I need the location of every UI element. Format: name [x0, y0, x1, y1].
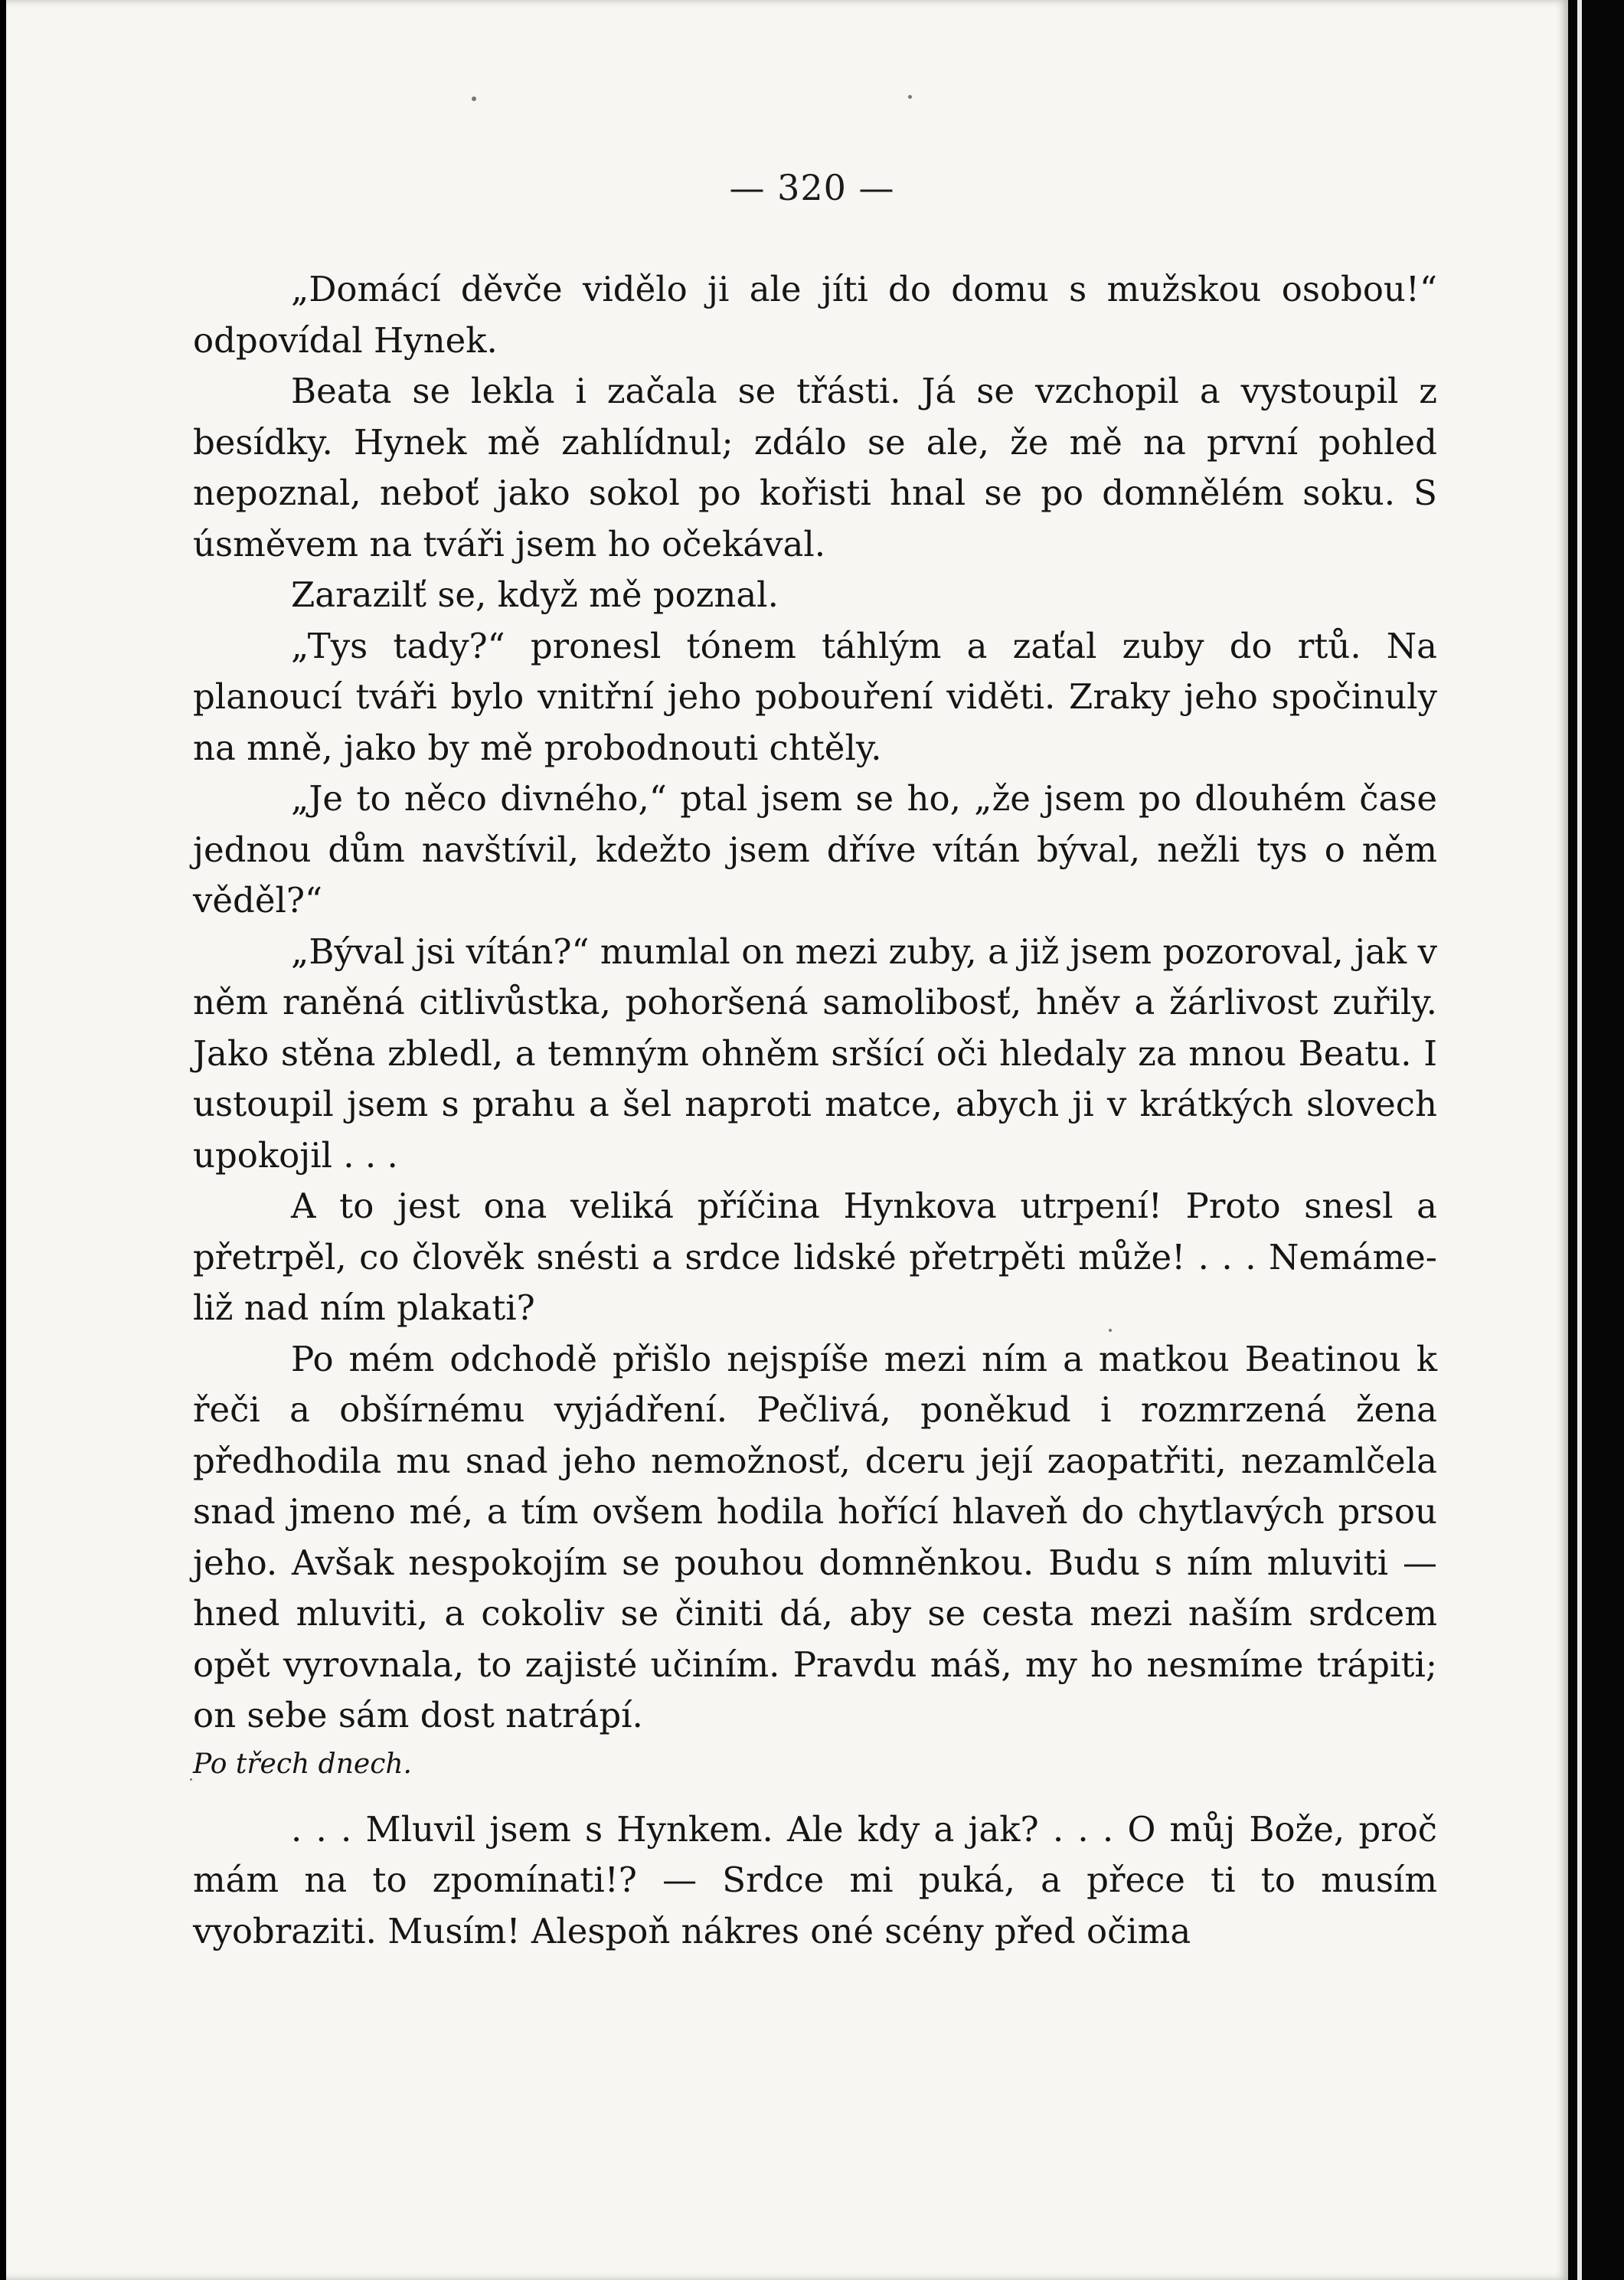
paragraph-3: Zarazilť se, když mě poznal. — [291, 574, 779, 615]
paragraph-5: „Je to něco divného,“ ptal jsem se ho, „že jsem po dlouhém čase jednou dům navštívil, kdežto jsem dříve vítán býval, nežli tys o něm věděl?“ — [193, 778, 1437, 921]
page-edge-line — [1577, 0, 1582, 2280]
paragraph-6: „Býval jsi vítán?“ mumlal on mezi zuby, a již jsem pozoroval, jak v něm raněná citlivůstka, pohoršená samolibosť, hněv a žárlivost zuřily. Jako stěna zbledl, a temným ohněm sršící oči hledaly za mnou Beatu. I ustoupil jsem s prahu a šel naproti matce, abych ji v krátkých slovech upokojil . . . — [193, 931, 1437, 1176]
paragraph-2: Beata se lekla i začala se třásti. Já se vzchopil a vystoupil z besídky. Hynek mě zahlídnul; zdálo se ale, že mě na první pohled nepoznal, neboť jako sokol po kořisti hnal se po domnělém soku. S úsměvem na tváři jsem ho očekával. — [193, 371, 1437, 564]
paragraph-4: „Tys tady?“ pronesl tónem táhlým a zaťal zuby do rtů. Na planoucí tváři bylo vnitřní jeho pobouření viděti. Zraky jeho spočinuly na mně, jako by mě probodnouti chtěly. — [193, 625, 1437, 768]
body-text — [193, 264, 1437, 1957]
paragraph-8: Po mém odchodě přišlo nejspíše mezi ním a matkou Beatinou k řeči a obšírnému vyjádření. Pečlivá, poněkud i rozmrzená žena předhodila mu snad jeho nemožnosť, dceru její zaopatřiti, nezamlčela snad jmeno mé, a tím ovšem hodila hořící hlaveň do chytlavých prsou jeho. Avšak nespokojím se pouhou domněnkou. Budu s ním mluviti — hned mluviti, a cokoliv se činiti dá, aby se cesta mezi naším srdcem opět vyrovnala, to zajisté učiním. Pravdu máš, my ho nesmíme trápiti; on sebe sám dost natrápí. — [193, 1338, 1437, 1735]
ink-speck — [190, 1778, 192, 1781]
page-number: — 320 — — [729, 167, 895, 208]
closing-paragraph: . . . Mluvil jsem s Hynkem. Ale kdy a jak? . . . O můj Bože, proč mám na to zpomínati!? — Srdce mi puká, a přece ti to musím vyobraziti. Musím! Alespoň nákres oné scény před očima — [193, 1808, 1437, 1951]
dateline-signature: Po třech dnech. — [193, 1748, 412, 1780]
ink-speck — [472, 96, 476, 101]
scan-border — [1568, 0, 1624, 2280]
paragraph-7: A to jest ona veliká příčina Hynkova utrpení! Proto snesl a přetrpěl, co člověk snésti a srdce lidské přetrpěti může! . . . Nemáme-liž nad ním plakati? — [193, 1186, 1437, 1328]
ink-speck — [908, 95, 912, 99]
paragraph-1: „Domácí děvče vidělo ji ale jíti do domu s mužskou osobou!“ odpovídal Hynek. — [193, 269, 1437, 361]
